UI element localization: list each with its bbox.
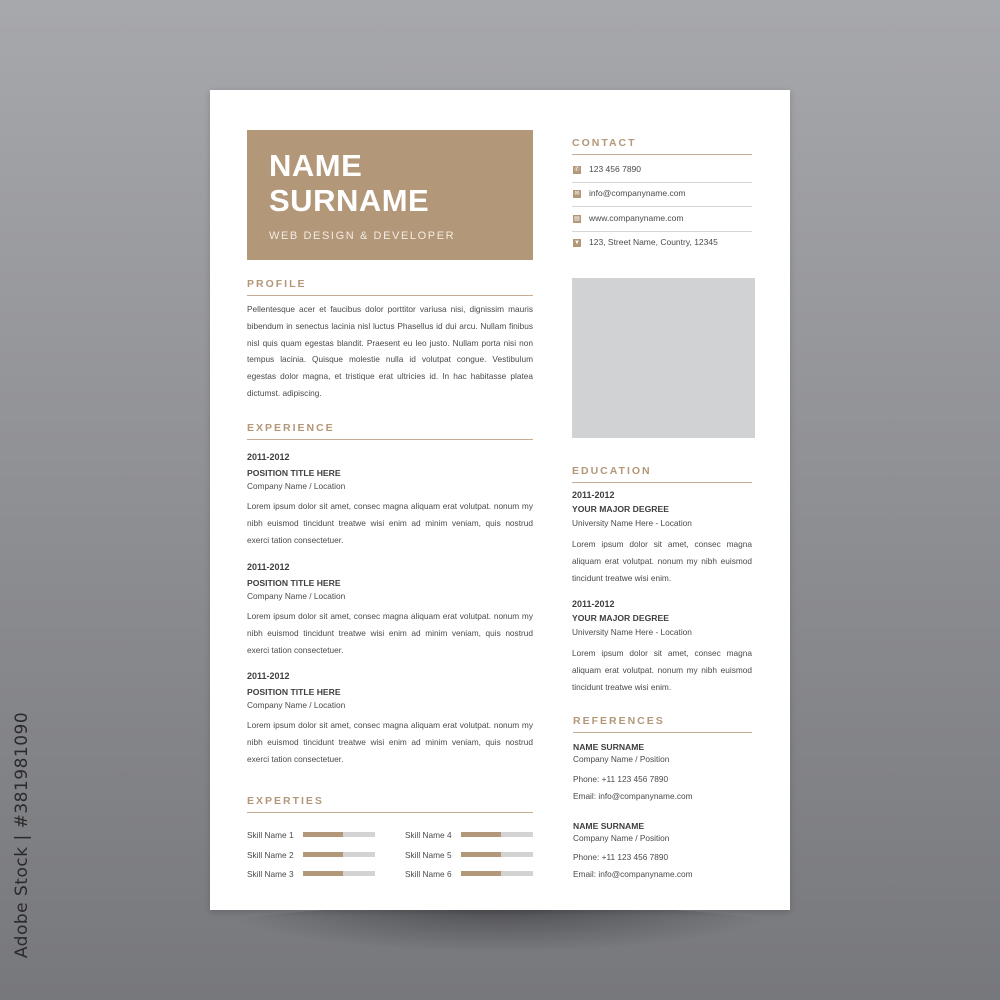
skill-bar-fill [461, 852, 501, 857]
references-heading: REFERENCES [573, 715, 752, 733]
skill-bar [303, 871, 375, 876]
education-years: 2011-2012 [572, 599, 615, 609]
contact-text: info@companyname.com [589, 188, 686, 198]
contact-text: 123 456 7890 [589, 164, 641, 174]
stock-id: Adobe Stock | #381981090 [12, 711, 33, 959]
web-icon: ▤ [574, 216, 580, 222]
reference-name: NAME SURNAME [573, 742, 645, 752]
skill-bar [303, 832, 375, 837]
expertise-heading: EXPERTIES [247, 795, 533, 813]
skill-bar [461, 871, 533, 876]
name-header [247, 130, 533, 260]
experience-description: Lorem ipsum dolor sit amet, consec magna aliquam erat volutpat. nonum my nibh euismod tincidunt treatwe wisi enim ad minim veniam, quis nostrud exerci tation consectetuer. [247, 501, 533, 545]
skill-label: Skill Name 2 [247, 850, 294, 860]
profile-text: Pellentesque acer et faucibus dolor porttitor variusa nisi, dignissim mauris bibendum in senectus lacinia nisl luctus Phasellus id dui arcu. Nullam finibus nisl quis quam egestas blandit. Praesent eu leo justo. Nullam porta nisi non tempus lacinia. Quisque molestie nulla id volutpat congue. Vestibulum egestas dolor magna, et tristique erat ultricies id. In hac habitasse platea dictumst. adipiscing. [247, 304, 533, 398]
experience-description: Lorem ipsum dolor sit amet, consec magna aliquam erat volutpat. nonum my nibh euismod tincidunt treatwe wisi enim ad minim veniam, quis nostrud exerci tation consectetuer. [247, 611, 533, 655]
experience-description: Lorem ipsum dolor sit amet, consec magna aliquam erat volutpat. nonum my nibh euismod tincidunt treatwe wisi enim ad minim veniam, quis nostrud exerci tation consectetuer. [247, 720, 533, 764]
first-name: NAME [269, 148, 363, 183]
reference-name: NAME SURNAME [573, 821, 645, 831]
contact-heading: CONTACT [572, 137, 752, 155]
education-description: Lorem ipsum dolor sit amet, consec magna aliquam erat volutpat. nonum my nibh euismod tincidunt treatwe wisi enim. [572, 648, 752, 692]
reference-phone: Phone: +11 123 456 7890 [573, 852, 669, 862]
experience-years: 2011-2012 [247, 452, 290, 462]
skill-bar-fill [461, 871, 501, 876]
company-location: Company Name / Location [247, 481, 346, 491]
skill-bar-fill [461, 832, 501, 837]
position-title: POSITION TITLE HERE [247, 687, 341, 697]
skill-label: Skill Name 5 [405, 850, 452, 860]
skill-bar-fill [303, 832, 343, 837]
contact-text: www.companyname.com [589, 213, 684, 223]
skill-label: Skill Name 4 [405, 830, 452, 840]
degree-title: YOUR MAJOR DEGREE [572, 613, 669, 623]
experience-years: 2011-2012 [247, 562, 290, 572]
skill-bar [461, 852, 533, 857]
education-years: 2011-2012 [572, 490, 615, 500]
phone-icon: ✆ [574, 167, 580, 173]
contact-email [572, 182, 752, 207]
school-location: University Name Here - Location [572, 518, 692, 528]
email-icon: ✉ [574, 191, 580, 197]
profile-heading: PROFILE [247, 278, 533, 296]
degree-title: YOUR MAJOR DEGREE [572, 504, 669, 514]
skill-bar [461, 832, 533, 837]
position-title: POSITION TITLE HERE [247, 468, 341, 478]
skill-label: Skill Name 6 [405, 869, 452, 879]
reference-email: Email: info@companyname.com [573, 869, 693, 879]
company-location: Company Name / Location [247, 591, 346, 601]
contact-address [572, 231, 752, 255]
skill-bar-fill [303, 871, 343, 876]
contact-text: 123, Street Name, Country, 12345 [589, 237, 718, 247]
skill-label: Skill Name 3 [247, 869, 294, 879]
skill-bar-fill [303, 852, 343, 857]
skill-label: Skill Name 1 [247, 830, 294, 840]
reference-phone: Phone: +11 123 456 7890 [573, 774, 669, 784]
last-name: SURNAME [269, 183, 430, 218]
photo-placeholder [572, 278, 755, 438]
experience-years: 2011-2012 [247, 671, 290, 681]
skill-bar [303, 852, 375, 857]
contact-website [572, 207, 752, 232]
position-title: POSITION TITLE HERE [247, 578, 341, 588]
reference-position: Company Name / Position [573, 833, 670, 843]
reference-position: Company Name / Position [573, 754, 670, 764]
job-role: WEB DESIGN & DEVELOPER [269, 230, 456, 242]
school-location: University Name Here - Location [572, 627, 692, 637]
page-shadow [215, 905, 785, 953]
contact-phone [572, 158, 752, 183]
resume-page [210, 90, 790, 910]
education-heading: EDUCATION [572, 465, 752, 483]
location-icon: ▼ [574, 240, 580, 246]
company-location: Company Name / Location [247, 700, 346, 710]
experience-heading: EXPERIENCE [247, 422, 533, 440]
reference-email: Email: info@companyname.com [573, 791, 693, 801]
education-description: Lorem ipsum dolor sit amet, consec magna aliquam erat volutpat. nonum my nibh euismod tincidunt treatwe wisi enim. [572, 539, 752, 583]
